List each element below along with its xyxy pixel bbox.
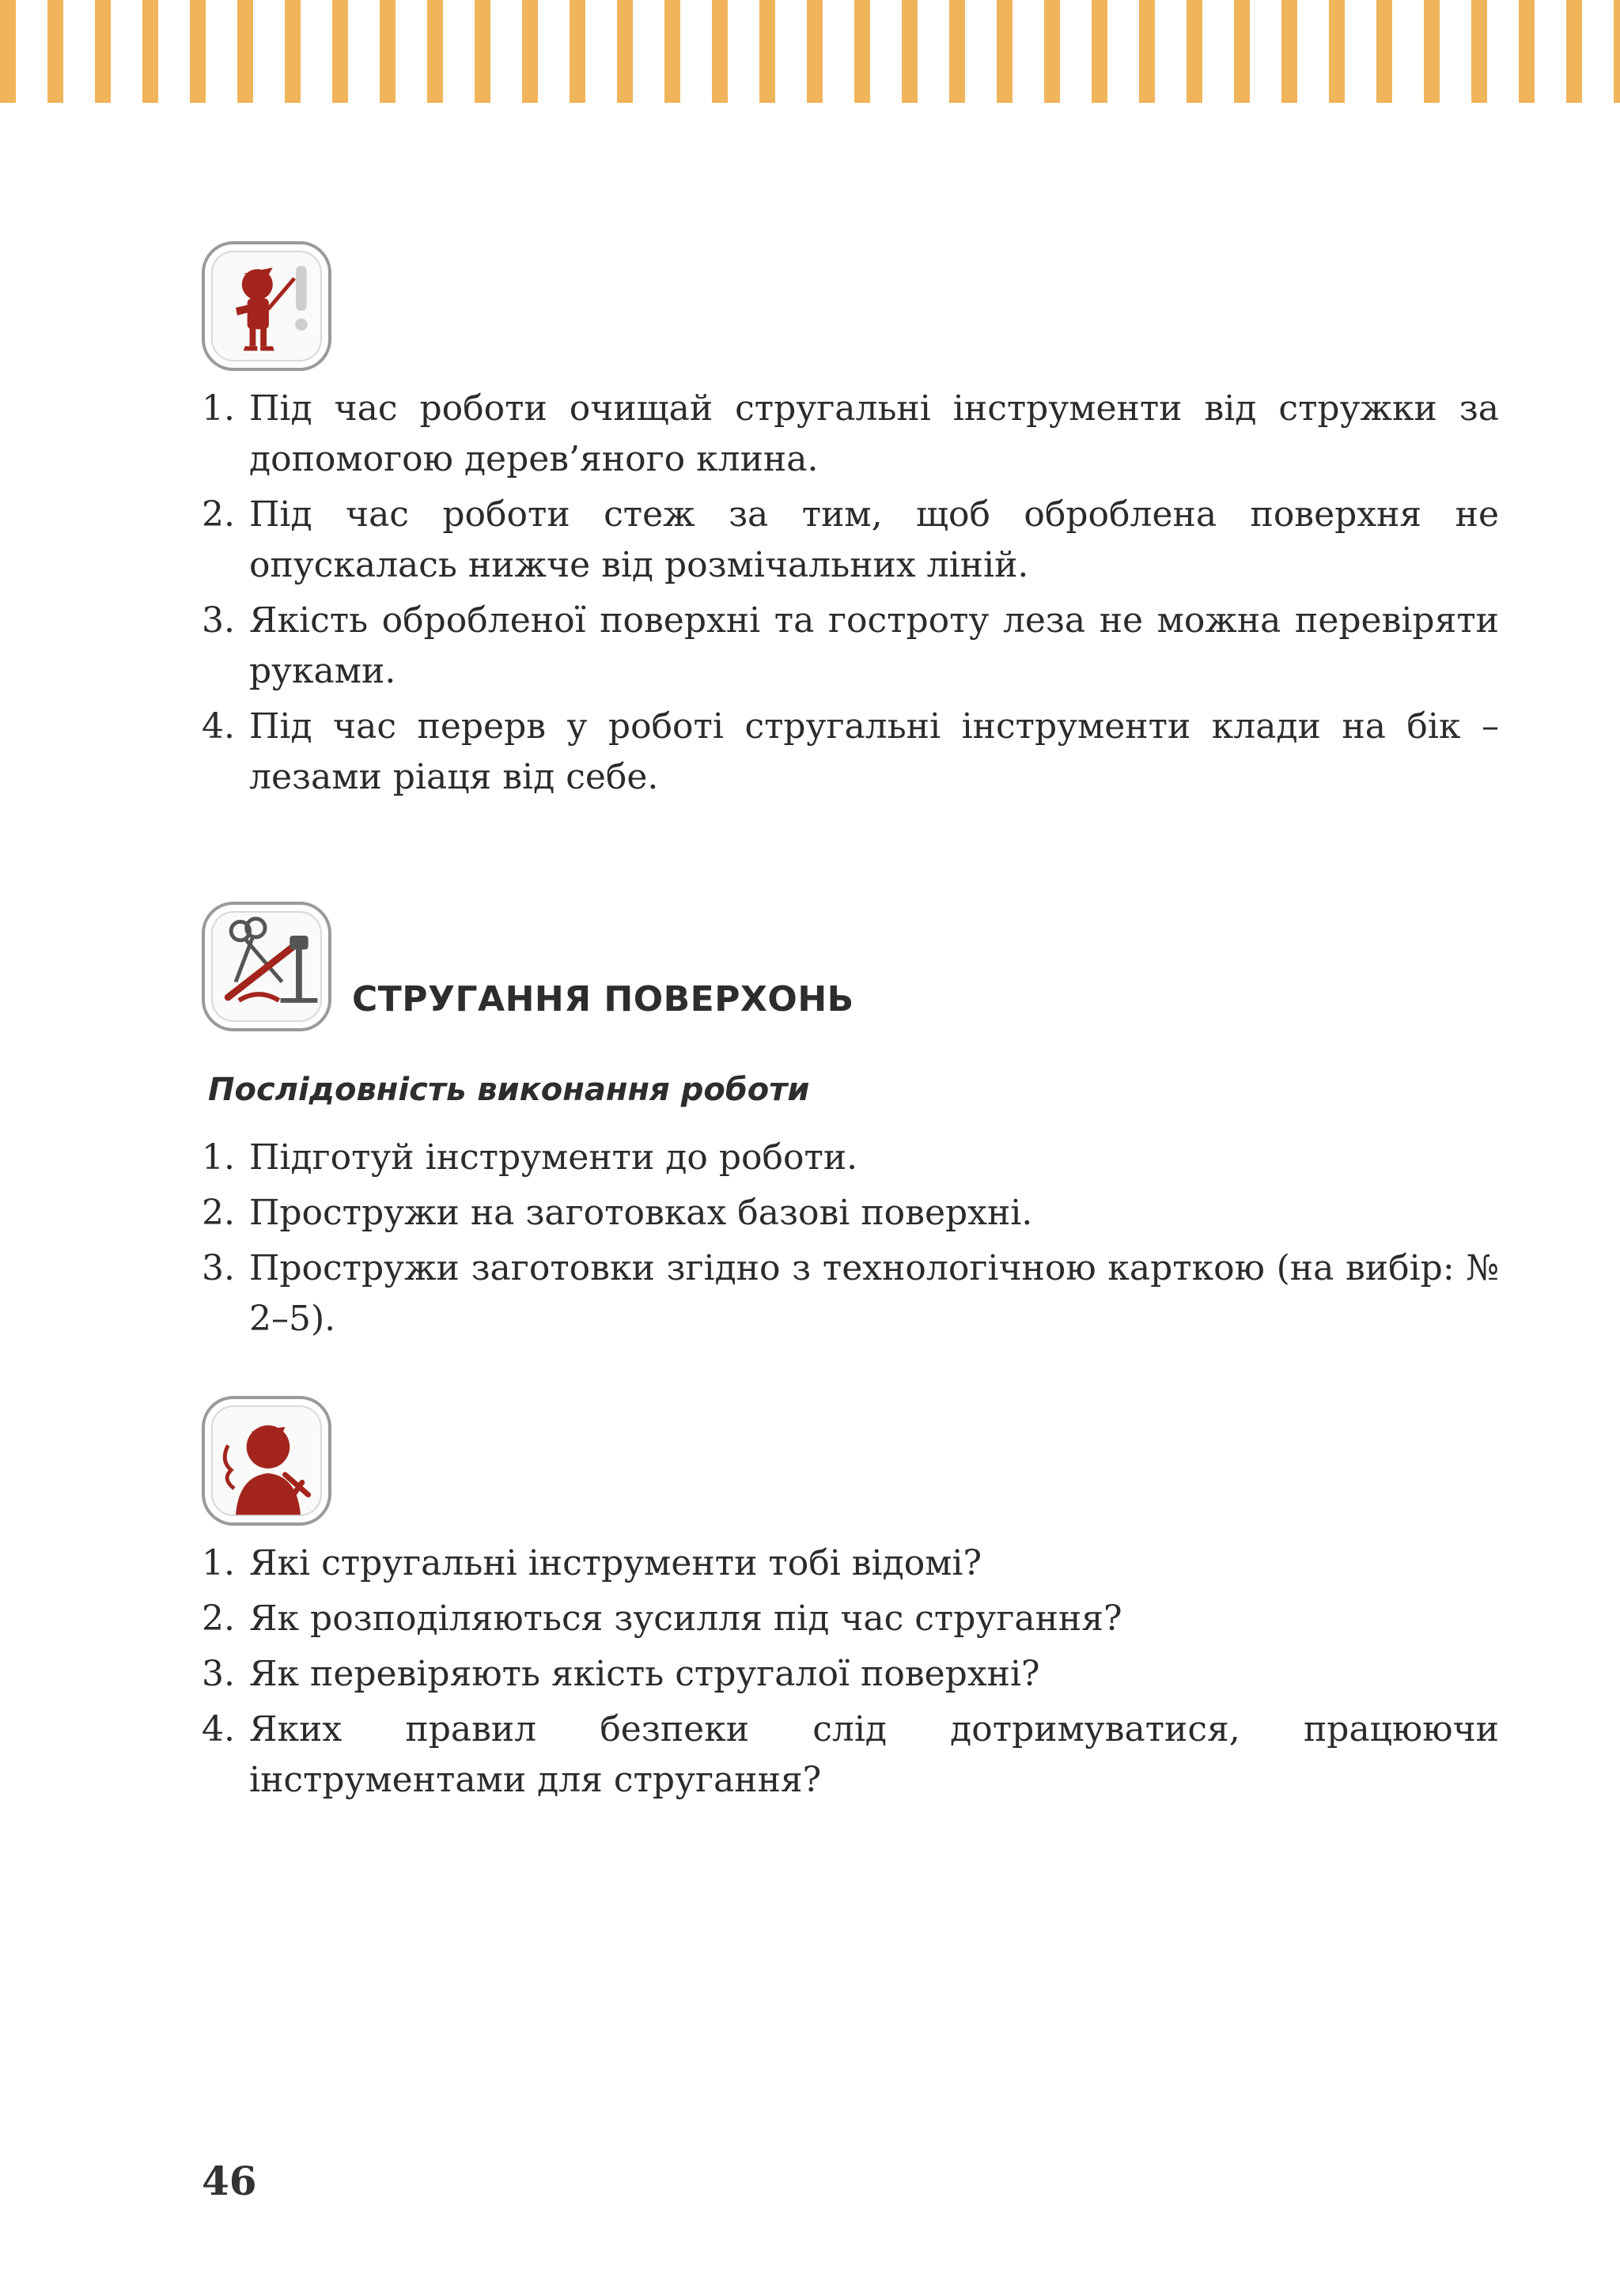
list-item: 1. Під час роботи очищай стругальні інструменти від стружки за допомогою дерев’яного клина. <box>202 388 1499 479</box>
list-item: 1. Підготуй інструменти до роботи. <box>202 1137 858 1178</box>
list-item: 2. Під час роботи стеж за тим, щоб оброблена поверхня не опускалась нижче від розмічальних ліній. <box>202 494 1499 585</box>
list-item: 2. Простружи на заготовках базові поверхні. <box>202 1193 1033 1233</box>
list-item: 4. Під час перерв у роботі стругальні інструменти клади на бік – лезами ріаця від себе. <box>202 706 1499 797</box>
review-questions-list <box>202 1538 1499 1810</box>
warning-figure-icon <box>202 241 331 371</box>
thinking-figure-icon <box>202 1396 331 1526</box>
safety-rules-list <box>202 384 1499 808</box>
list-item: 1. Які стругальні інструменти тобі відомі? <box>202 1543 982 1583</box>
section-subtitle: Послідовність виконання роботи <box>208 1072 810 1108</box>
page-number: 46 <box>202 2158 257 2204</box>
list-item: 3. Як перевіряють якість стругалої поверхні? <box>202 1654 1040 1694</box>
list-item: 3. Простружи заготовки згідно з технологічною карткою (на вибір: № 2–5). <box>202 1248 1499 1339</box>
tools-icon <box>202 902 331 1031</box>
section-title: СТРУГАННЯ ПОВЕРХОНЬ <box>352 979 854 1019</box>
list-item: 4. Яких правил безпеки слід дотримуватися, працюючи інструментами для стругання? <box>202 1709 1499 1800</box>
decorative-stripe-band <box>0 0 1620 103</box>
list-item: 3. Якість обробленої поверхні та гостроту леза не можна перевіряти руками. <box>202 600 1499 691</box>
work-steps-list <box>202 1133 1499 1349</box>
list-item: 2. Як розподіляються зусилля під час стругання? <box>202 1598 1122 1639</box>
